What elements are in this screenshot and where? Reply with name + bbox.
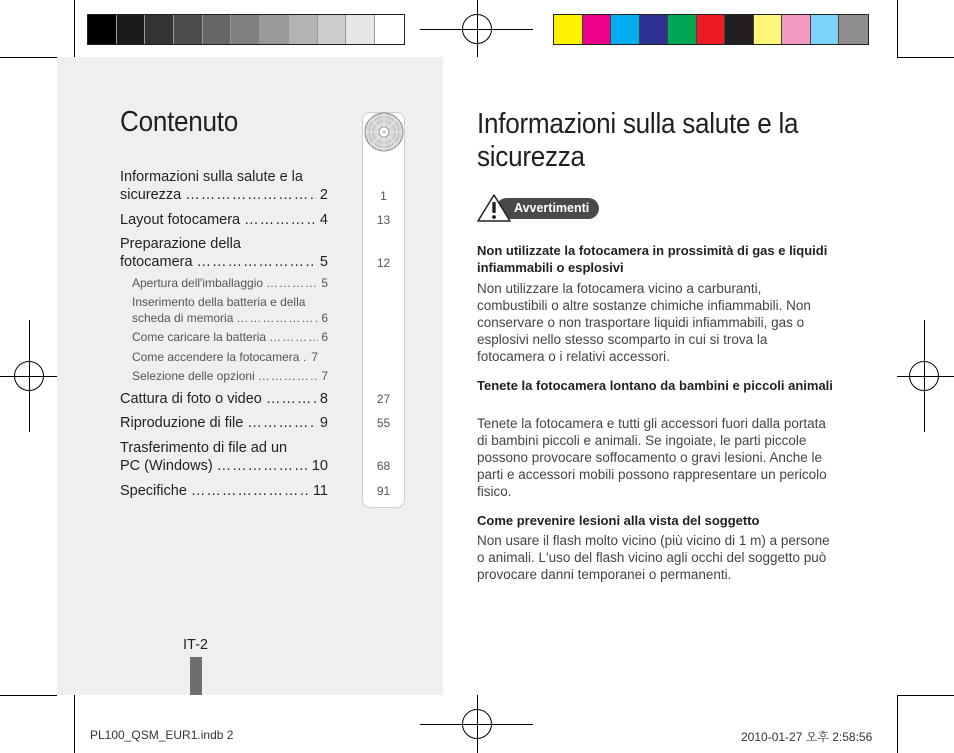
crop-mark xyxy=(74,695,75,753)
toc-tab-strip xyxy=(362,112,405,508)
toc-item[interactable] xyxy=(120,168,328,204)
toc-item-label: Specifiche xyxy=(120,483,187,499)
toc-item[interactable] xyxy=(120,235,328,271)
section-body: Non usare il flash molto vicino (più vicino di 1 m) a persone o animali. L'uso del flash vicino agli occhi del soggetto può provocare danni temporanei o permanenti. xyxy=(477,533,830,582)
toc-item-label: Cattura di foto o video xyxy=(120,391,262,407)
color-swatch xyxy=(88,15,117,44)
color-swatch xyxy=(203,15,232,44)
toc-item-page: 5 xyxy=(319,254,328,270)
toc-subitem[interactable] xyxy=(132,329,328,345)
color-swatch xyxy=(346,15,375,44)
disc-icon xyxy=(364,112,404,152)
toc-item[interactable] xyxy=(120,390,328,408)
section-title-line1: Informazioni sulla salute e la xyxy=(477,108,799,140)
toc-item-label-line1: Preparazione della xyxy=(120,236,241,252)
color-swatch xyxy=(289,15,318,44)
toc-item-page: 9 xyxy=(319,415,328,431)
toc-item[interactable] xyxy=(120,414,328,432)
toc-subitem-page: 6 xyxy=(321,311,328,325)
crop-mark xyxy=(0,57,57,58)
toc-item-page: 11 xyxy=(312,483,328,499)
toc-subitem-page: 6 xyxy=(321,330,328,344)
toc-subitem[interactable] xyxy=(132,294,328,326)
section-title-line2: sicurezza xyxy=(477,141,585,173)
color-swatch xyxy=(174,15,203,44)
toc-subitem-label-line1: Inserimento della batteria e della xyxy=(132,295,306,309)
color-swatch xyxy=(782,15,811,44)
color-swatch xyxy=(611,15,640,44)
tab-number: 13 xyxy=(376,213,391,227)
toc-item-page: 10 xyxy=(311,458,328,474)
dot-leader xyxy=(247,414,316,432)
toc-subitem[interactable] xyxy=(132,349,328,365)
grayscale-color-bar xyxy=(87,14,405,45)
toc-item[interactable] xyxy=(120,439,328,475)
toc-item-page: 2 xyxy=(319,187,328,203)
dot-leader xyxy=(217,457,308,475)
color-swatch xyxy=(145,15,174,44)
crop-mark xyxy=(897,695,954,696)
dot-leader xyxy=(302,349,308,365)
section-body: Non utilizzare la fotocamera vicino a carburanti, combustibili o altre sostanze chimiche infiammabili. Non conservare o non trasportare liquidi infiammabili, gas o esplosivi nello stesso scomparto in cui si trova la fotocamera o i relativi accessori. xyxy=(477,281,811,364)
crop-mark xyxy=(0,695,57,696)
toc-item-label: PC (Windows) xyxy=(120,458,213,474)
toc-item-page: 8 xyxy=(319,391,328,407)
dot-leader xyxy=(236,310,318,326)
toc-item-label-line1: Informazioni sulla salute e la xyxy=(120,169,303,185)
toc-subitem[interactable] xyxy=(132,275,328,291)
toc-subitem-label: Selezione delle opzioni xyxy=(132,369,255,383)
file-slug: PL100_QSM_EUR1.indb 2 xyxy=(90,728,234,742)
timestamp-slug: 2010-01-27 오후 2:58:56 xyxy=(741,730,873,744)
dot-leader xyxy=(244,211,316,229)
section-title xyxy=(477,108,837,174)
toc-subitem-label: Come caricare la batteria xyxy=(132,330,267,344)
dot-leader xyxy=(266,275,318,291)
toc-subitem-page: 7 xyxy=(321,369,328,383)
color-swatch xyxy=(583,15,612,44)
color-swatch xyxy=(811,15,840,44)
crop-mark xyxy=(897,695,898,753)
warning-triangle-icon xyxy=(476,193,512,223)
color-swatch xyxy=(318,15,347,44)
toc-item-page: 4 xyxy=(319,212,328,228)
section-heading: Come prevenire lesioni alla vista del soggetto xyxy=(477,513,760,528)
warning-badge xyxy=(476,193,616,223)
color-swatch xyxy=(117,15,146,44)
toc-subitem-page: 7 xyxy=(311,350,319,364)
dot-leader xyxy=(191,482,309,500)
color-swatch xyxy=(697,15,726,44)
section-body: Tenete la fotocamera e tutti gli accessori fuori dalla portata di bambini piccoli e animali. Se ingoiate, le parti piccole possono provocare soffocamento o gravi lesioni. Anche le parti e accessori mobili possono rappresentare un pericolo fisico. xyxy=(477,416,827,499)
color-swatch xyxy=(725,15,754,44)
color-swatch xyxy=(640,15,669,44)
color-swatch xyxy=(260,15,289,44)
tab-number: 27 xyxy=(376,392,391,406)
tab-number: 68 xyxy=(376,459,391,473)
section-heading: Non utilizzate la fotocamera in prossimità di gas e liquidi infiammabili o esplosivi xyxy=(477,243,828,275)
toc-item-label: sicurezza xyxy=(120,187,182,203)
toc-subitem-label: Apertura dell'imballaggio xyxy=(132,276,264,290)
dot-leader xyxy=(266,390,316,408)
dot-leader xyxy=(258,368,319,384)
dot-leader xyxy=(185,186,316,204)
toc-subitem-label: scheda di memoria xyxy=(132,311,234,325)
toc-item-label: fotocamera xyxy=(120,254,193,270)
dot-leader xyxy=(197,253,316,271)
toc-subitem-label: Come accendere la fotocamera xyxy=(132,350,300,364)
section-heading: Tenete la fotocamera lontano da bambini e piccoli animali xyxy=(477,378,833,393)
toc-item-label: Riproduzione di file xyxy=(120,415,244,431)
toc-subitem-page: 5 xyxy=(321,276,328,290)
page-number: IT-2 xyxy=(183,637,208,653)
toc-item-label: Layout fotocamera xyxy=(120,212,241,228)
warning-label: Avvertimenti xyxy=(496,198,599,219)
color-swatch xyxy=(231,15,260,44)
tab-number: 91 xyxy=(376,484,391,498)
crop-mark xyxy=(897,0,898,57)
process-color-bar xyxy=(553,14,869,45)
color-swatch xyxy=(554,15,583,44)
crop-mark xyxy=(74,0,75,57)
toc-item-label-line1: Trasferimento di file ad un xyxy=(120,440,288,456)
color-swatch xyxy=(375,15,404,44)
crop-mark xyxy=(897,57,954,58)
color-swatch xyxy=(754,15,783,44)
tab-number: 1 xyxy=(380,189,387,203)
tab-number: 55 xyxy=(376,416,391,430)
toc-subitem[interactable] xyxy=(132,368,328,384)
toc-item[interactable] xyxy=(120,482,328,500)
dot-leader xyxy=(269,329,318,345)
tab-number: 12 xyxy=(376,256,391,270)
toc-title: Contenuto xyxy=(120,106,239,138)
toc-item[interactable] xyxy=(120,211,328,229)
page-tab-marker xyxy=(190,657,202,695)
color-swatch xyxy=(668,15,697,44)
color-swatch xyxy=(839,15,868,44)
